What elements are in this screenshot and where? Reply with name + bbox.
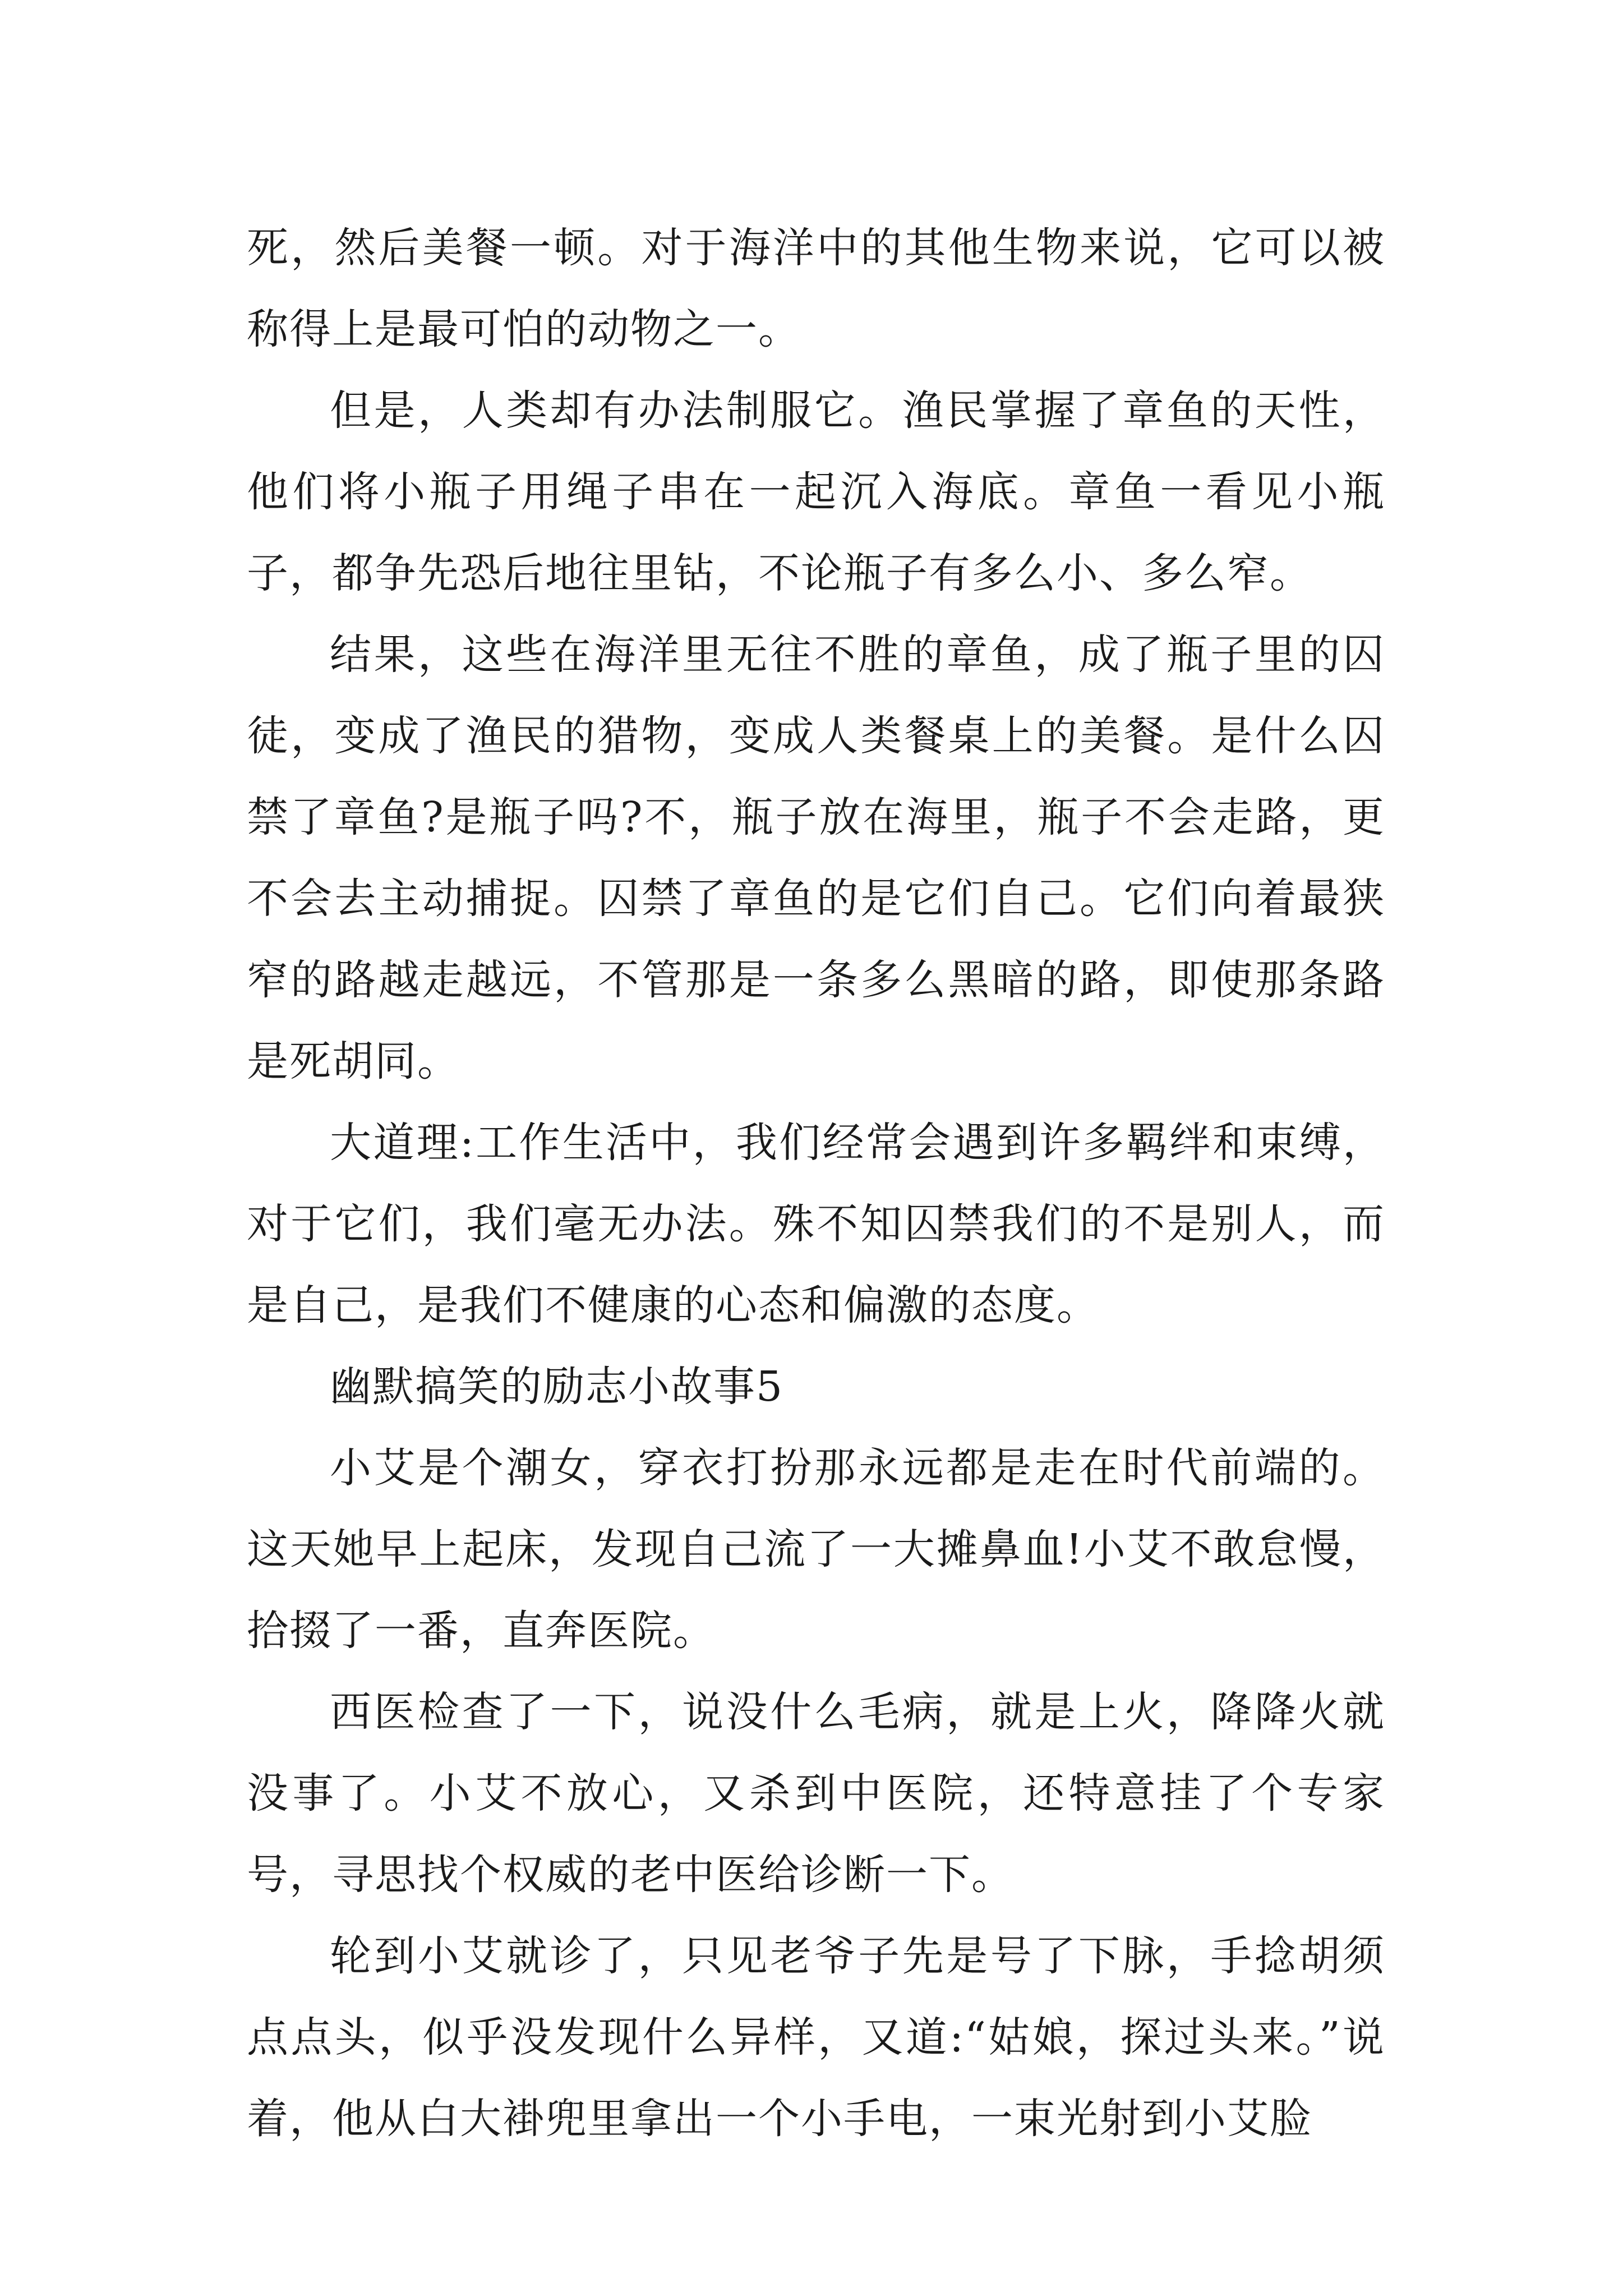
paragraph: 大道理:工作生活中，我们经常会遇到许多羁绊和束缚，对于它们，我们毫无办法。殊不知囚禁我们的不是别人，而是自己，是我们不健康的心态和偏激的态度。 xyxy=(247,1119,1385,1329)
paragraph: 死，然后美餐一顿。对于海洋中的其他生物来说，它可以被称得上是最可怕的动物之一。 xyxy=(247,224,1385,353)
paragraph: 西医检查了一下，说没什么毛病，就是上火，降降火就没事了。小艾不放心，又杀到中医院，还特意挂了个专家号，寻思找个权威的老中医给诊断一下。 xyxy=(247,1688,1385,1899)
document-body xyxy=(247,208,1385,2160)
section-heading: 幽默搞笑的励志小故事5 xyxy=(330,1363,784,1411)
paragraph: 轮到小艾就诊了，只见老爷子先是号了下脉，手捻胡须点点头，似乎没发现什么异样，又道:“姑娘，探过头来。”说着，他从白大褂兜里拿出一个小手电，一束光射到小艾脸 xyxy=(247,1932,1385,2143)
paragraph: 但是，人类却有办法制服它。渔民掌握了章鱼的天性，他们将小瓶子用绳子串在一起沉入海底。章鱼一看见小瓶子，都争先恐后地往里钻，不论瓶子有多么小、多么窄。 xyxy=(247,386,1385,597)
paragraph: 小艾是个潮女，穿衣打扮那永远都是走在时代前端的。这天她早上起床，发现自己流了一大摊鼻血!小艾不敢怠慢，拾掇了一番，直奔医院。 xyxy=(247,1444,1385,1655)
paragraph: 结果，这些在海洋里无往不胜的章鱼，成了瓶子里的囚徒，变成了渔民的猎物，变成人类餐桌上的美餐。是什么囚禁了章鱼?是瓶子吗?不，瓶子放在海里，瓶子不会走路，更不会去主动捕捉。囚禁了章鱼的是它们自己。它们向着最狭窄的路越走越远，不管那是一条多么黑暗的路，即使那条路是死胡同。 xyxy=(247,631,1385,1085)
